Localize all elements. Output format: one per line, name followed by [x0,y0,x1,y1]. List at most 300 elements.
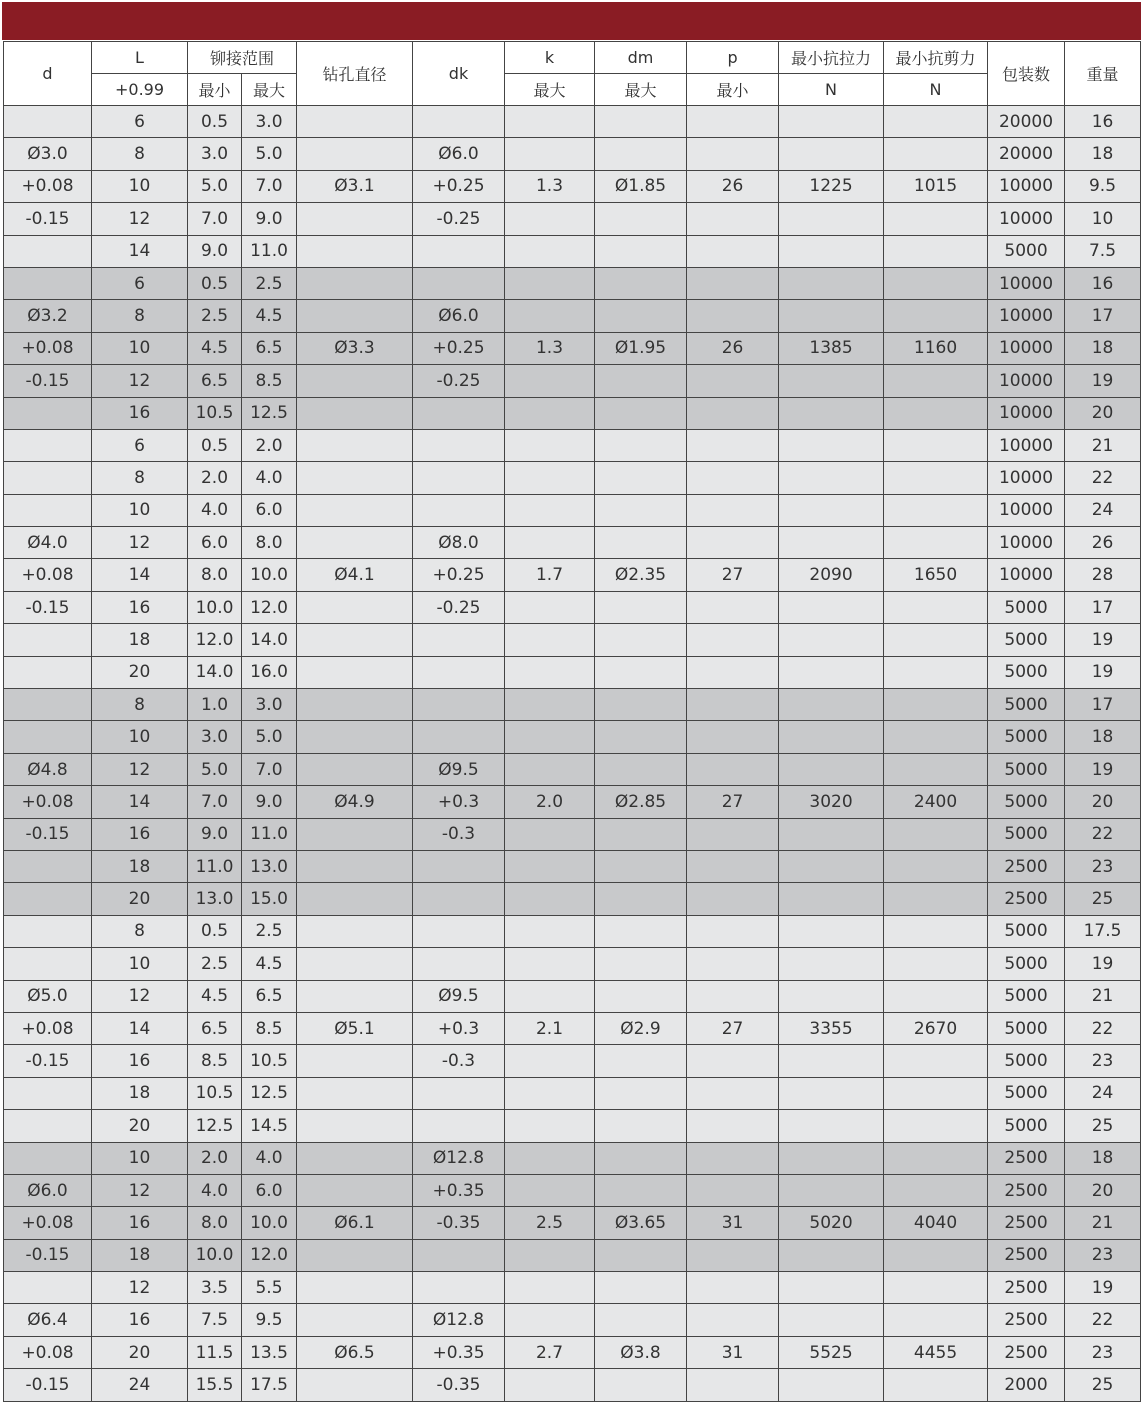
cell-L: 14 [92,235,188,267]
cell-tensile [779,721,884,753]
d-tolerance-minus: -0.15 [4,591,92,623]
cell-dm [595,365,687,397]
cell-p [687,689,779,721]
cell-min: 11.0 [188,850,242,882]
cell-drill [297,365,413,397]
col-shear: 最小抗剪力 [884,42,988,74]
cell-weight: 17 [1065,689,1141,721]
cell-max: 6.0 [242,494,297,526]
cell-L: 14 [92,559,188,591]
dk-diameter: Ø6.0 [413,138,505,170]
cell-dm [595,591,687,623]
cell-max: 9.0 [242,203,297,235]
cell-drill [297,1369,413,1401]
table-row [4,462,1141,494]
cell-drill [297,915,413,947]
cell-weight: 20 [1065,786,1141,818]
cell-k [505,106,595,138]
cell-min: 0.5 [188,267,242,299]
dk-tolerance-plus: +0.35 [413,1174,505,1206]
cell-weight: 22 [1065,1012,1141,1044]
cell-k [505,1304,595,1336]
cell-L: 6 [92,267,188,299]
cell-pack: 2500 [988,1142,1065,1174]
cell-d [4,462,92,494]
table-row [4,850,1141,882]
cell-p [687,656,779,688]
cell-k [505,948,595,980]
cell-pack: 5000 [988,915,1065,947]
cell-max: 8.5 [242,365,297,397]
cell-p [687,850,779,882]
cell-p [687,462,779,494]
cell-min: 0.5 [188,429,242,461]
cell-L: 10 [92,721,188,753]
cell-tensile: 1385 [779,332,884,364]
cell-weight: 7.5 [1065,235,1141,267]
d-diameter: Ø6.0 [4,1174,92,1206]
cell-weight: 19 [1065,365,1141,397]
cell-d [4,883,92,915]
cell-shear [884,462,988,494]
cell-dm: Ø2.85 [595,786,687,818]
cell-dm [595,106,687,138]
cell-L: 12 [92,980,188,1012]
cell-dm: Ø1.85 [595,170,687,202]
cell-weight: 22 [1065,462,1141,494]
cell-tensile [779,1174,884,1206]
cell-L: 16 [92,1207,188,1239]
cell-k [505,591,595,623]
cell-pack: 10000 [988,170,1065,202]
dk-tolerance-plus: +0.25 [413,559,505,591]
cell-d [4,689,92,721]
cell-dm [595,235,687,267]
cell-tensile [779,300,884,332]
cell-pack: 5000 [988,980,1065,1012]
col-dm-sub: 最大 [595,74,687,106]
table-row [4,883,1141,915]
cell-d [4,850,92,882]
cell-shear: 2400 [884,786,988,818]
cell-max: 2.5 [242,267,297,299]
cell-min: 10.5 [188,397,242,429]
cell-max: 7.0 [242,170,297,202]
cell-max: 17.5 [242,1369,297,1401]
cell-shear: 2670 [884,1012,988,1044]
cell-L: 6 [92,429,188,461]
cell-max: 10.0 [242,1207,297,1239]
cell-p [687,1045,779,1077]
cell-dk [413,850,505,882]
col-pack-qty: 包装数 [988,42,1065,106]
table-row [4,235,1141,267]
cell-min: 14.0 [188,656,242,688]
cell-k [505,365,595,397]
top-color-bar [2,2,1141,40]
cell-shear [884,1077,988,1109]
cell-k [505,1045,595,1077]
table-row [4,1142,1141,1174]
cell-shear [884,203,988,235]
cell-L: 6 [92,106,188,138]
col-weight: 重量 [1065,42,1141,106]
cell-drill [297,1272,413,1304]
cell-min: 2.0 [188,462,242,494]
dk-tolerance-minus: -0.35 [413,1369,505,1401]
cell-max: 4.0 [242,462,297,494]
cell-drill [297,138,413,170]
cell-max: 15.0 [242,883,297,915]
table-row [4,721,1141,753]
cell-L: 12 [92,753,188,785]
cell-tensile [779,689,884,721]
cell-k [505,721,595,753]
cell-drill: Ø6.5 [297,1336,413,1368]
col-length: L [92,42,188,74]
d-tolerance-plus: +0.08 [4,1207,92,1239]
cell-dk [413,1110,505,1142]
cell-d [4,1110,92,1142]
cell-shear [884,1369,988,1401]
cell-min: 9.0 [188,235,242,267]
cell-dk [413,948,505,980]
cell-min: 2.5 [188,948,242,980]
cell-k: 2.0 [505,786,595,818]
cell-dk [413,689,505,721]
cell-shear [884,624,988,656]
cell-shear [884,721,988,753]
cell-weight: 25 [1065,1369,1141,1401]
cell-weight: 26 [1065,527,1141,559]
d-tolerance-plus: +0.08 [4,786,92,818]
d-diameter: Ø5.0 [4,980,92,1012]
cell-tensile [779,365,884,397]
cell-shear [884,365,988,397]
table-row [4,656,1141,688]
cell-p [687,300,779,332]
cell-tensile [779,1239,884,1271]
cell-p [687,138,779,170]
cell-min: 3.0 [188,138,242,170]
cell-drill [297,1174,413,1206]
cell-pack: 20000 [988,106,1065,138]
cell-shear [884,397,988,429]
cell-tensile [779,1272,884,1304]
cell-drill [297,721,413,753]
cell-weight: 18 [1065,332,1141,364]
d-tolerance-minus: -0.15 [4,818,92,850]
cell-k: 2.1 [505,1012,595,1044]
cell-dm [595,850,687,882]
col-k: k [505,42,595,74]
cell-tensile [779,1110,884,1142]
dk-diameter: Ø9.5 [413,753,505,785]
cell-d [4,235,92,267]
cell-p [687,106,779,138]
cell-dk [413,1077,505,1109]
cell-drill: Ø6.1 [297,1207,413,1239]
cell-L: 18 [92,1077,188,1109]
cell-tensile [779,235,884,267]
cell-pack: 2500 [988,1239,1065,1271]
table-row [4,1369,1141,1401]
dk-diameter: Ø12.8 [413,1304,505,1336]
cell-dm [595,300,687,332]
dk-diameter: Ø12.8 [413,1142,505,1174]
cell-max: 4.5 [242,948,297,980]
cell-p [687,721,779,753]
cell-min: 3.5 [188,1272,242,1304]
cell-weight: 22 [1065,1304,1141,1336]
cell-weight: 28 [1065,559,1141,591]
cell-k [505,267,595,299]
cell-pack: 2500 [988,1304,1065,1336]
table-row [4,1012,1141,1044]
cell-pack: 2000 [988,1369,1065,1401]
cell-L: 20 [92,1110,188,1142]
cell-dk [413,624,505,656]
cell-tensile: 1225 [779,170,884,202]
cell-d [4,915,92,947]
cell-max: 13.0 [242,850,297,882]
cell-drill: Ø4.9 [297,786,413,818]
cell-shear [884,818,988,850]
cell-p: 31 [687,1207,779,1239]
col-k-sub: 最大 [505,74,595,106]
dk-tolerance-minus: -0.35 [413,1207,505,1239]
cell-p [687,883,779,915]
cell-p [687,1110,779,1142]
cell-k [505,818,595,850]
cell-p [687,527,779,559]
cell-drill [297,850,413,882]
cell-max: 3.0 [242,689,297,721]
cell-max: 8.0 [242,527,297,559]
table-row [4,429,1141,461]
d-tolerance-minus: -0.15 [4,1045,92,1077]
cell-max: 16.0 [242,656,297,688]
cell-p [687,494,779,526]
cell-k: 2.5 [505,1207,595,1239]
cell-pack: 2500 [988,1336,1065,1368]
dk-tolerance-minus: -0.3 [413,1045,505,1077]
cell-L: 16 [92,1304,188,1336]
table-row [4,267,1141,299]
d-diameter: Ø4.8 [4,753,92,785]
cell-dm [595,980,687,1012]
d-diameter: Ø3.0 [4,138,92,170]
cell-shear: 4455 [884,1336,988,1368]
cell-p [687,203,779,235]
col-p-sub: 最小 [687,74,779,106]
cell-k [505,656,595,688]
cell-dk [413,429,505,461]
cell-drill: Ø5.1 [297,1012,413,1044]
cell-L: 16 [92,397,188,429]
cell-p: 26 [687,332,779,364]
cell-tensile [779,527,884,559]
cell-shear [884,429,988,461]
cell-shear [884,1239,988,1271]
cell-p [687,1239,779,1271]
cell-L: 18 [92,1239,188,1271]
cell-dk [413,915,505,947]
cell-min: 2.0 [188,1142,242,1174]
cell-tensile [779,818,884,850]
cell-k [505,915,595,947]
cell-tensile [779,1142,884,1174]
cell-tensile [779,494,884,526]
cell-dk [413,883,505,915]
cell-weight: 23 [1065,1239,1141,1271]
cell-drill [297,203,413,235]
table-row [4,332,1141,364]
cell-k [505,883,595,915]
cell-L: 8 [92,689,188,721]
cell-dm: Ø3.8 [595,1336,687,1368]
cell-min: 8.0 [188,1207,242,1239]
dk-diameter: Ø9.5 [413,980,505,1012]
cell-L: 10 [92,948,188,980]
cell-pack: 5000 [988,591,1065,623]
cell-shear [884,1045,988,1077]
cell-k [505,429,595,461]
cell-min: 0.5 [188,915,242,947]
cell-d [4,1142,92,1174]
cell-pack: 5000 [988,1045,1065,1077]
cell-k [505,1110,595,1142]
table-row [4,1045,1141,1077]
cell-pack: 5000 [988,235,1065,267]
table-row [4,1207,1141,1239]
table-row [4,786,1141,818]
cell-dk [413,1272,505,1304]
cell-max: 9.0 [242,786,297,818]
cell-max: 10.0 [242,559,297,591]
cell-min: 9.0 [188,818,242,850]
cell-weight: 23 [1065,1045,1141,1077]
col-grip-range: 铆接范围 [188,42,297,74]
cell-L: 16 [92,591,188,623]
cell-pack: 5000 [988,1110,1065,1142]
cell-pack: 10000 [988,203,1065,235]
cell-L: 8 [92,462,188,494]
dk-tolerance-plus: +0.3 [413,786,505,818]
table-row [4,170,1141,202]
cell-L: 20 [92,1336,188,1368]
cell-weight: 18 [1065,138,1141,170]
cell-p [687,591,779,623]
cell-p [687,1142,779,1174]
cell-dm [595,1110,687,1142]
cell-p [687,397,779,429]
cell-drill [297,591,413,623]
cell-tensile: 5525 [779,1336,884,1368]
cell-L: 10 [92,1142,188,1174]
cell-k [505,494,595,526]
cell-weight: 24 [1065,1077,1141,1109]
cell-pack: 2500 [988,1174,1065,1206]
col-tensile: 最小抗拉力 [779,42,884,74]
cell-k [505,1174,595,1206]
cell-p [687,624,779,656]
cell-shear [884,494,988,526]
cell-drill [297,106,413,138]
cell-dk [413,397,505,429]
cell-tensile [779,883,884,915]
cell-drill [297,1304,413,1336]
cell-min: 10.0 [188,1239,242,1271]
cell-tensile [779,753,884,785]
col-dm: dm [595,42,687,74]
cell-d [4,948,92,980]
d-tolerance-plus: +0.08 [4,559,92,591]
cell-max: 3.0 [242,106,297,138]
cell-max: 6.5 [242,980,297,1012]
cell-p: 27 [687,786,779,818]
table-row [4,397,1141,429]
cell-p [687,235,779,267]
cell-min: 1.0 [188,689,242,721]
cell-drill [297,656,413,688]
cell-k [505,138,595,170]
cell-k [505,462,595,494]
cell-dk [413,235,505,267]
table-row [4,624,1141,656]
cell-pack: 10000 [988,494,1065,526]
cell-d [4,624,92,656]
cell-tensile [779,267,884,299]
cell-min: 4.0 [188,494,242,526]
cell-dk [413,721,505,753]
cell-p [687,1304,779,1336]
cell-weight: 25 [1065,883,1141,915]
cell-tensile: 5020 [779,1207,884,1239]
cell-k: 1.3 [505,332,595,364]
cell-d [4,721,92,753]
cell-weight: 17 [1065,300,1141,332]
cell-k [505,1142,595,1174]
cell-dm [595,397,687,429]
cell-dk [413,462,505,494]
cell-min: 7.5 [188,1304,242,1336]
cell-p [687,429,779,461]
d-tolerance-plus: +0.08 [4,332,92,364]
cell-L: 8 [92,138,188,170]
cell-L: 18 [92,850,188,882]
cell-drill [297,1045,413,1077]
cell-dm [595,656,687,688]
cell-d [4,106,92,138]
cell-drill [297,980,413,1012]
cell-dm [595,1142,687,1174]
cell-min: 4.5 [188,332,242,364]
cell-k [505,527,595,559]
table-row [4,818,1141,850]
cell-weight: 22 [1065,818,1141,850]
cell-min: 15.5 [188,1369,242,1401]
cell-weight: 18 [1065,1142,1141,1174]
cell-shear: 1160 [884,332,988,364]
cell-weight: 19 [1065,656,1141,688]
cell-tensile [779,397,884,429]
table-row [4,689,1141,721]
cell-max: 4.5 [242,300,297,332]
cell-dk [413,494,505,526]
cell-dm: Ø2.35 [595,559,687,591]
cell-p [687,1369,779,1401]
